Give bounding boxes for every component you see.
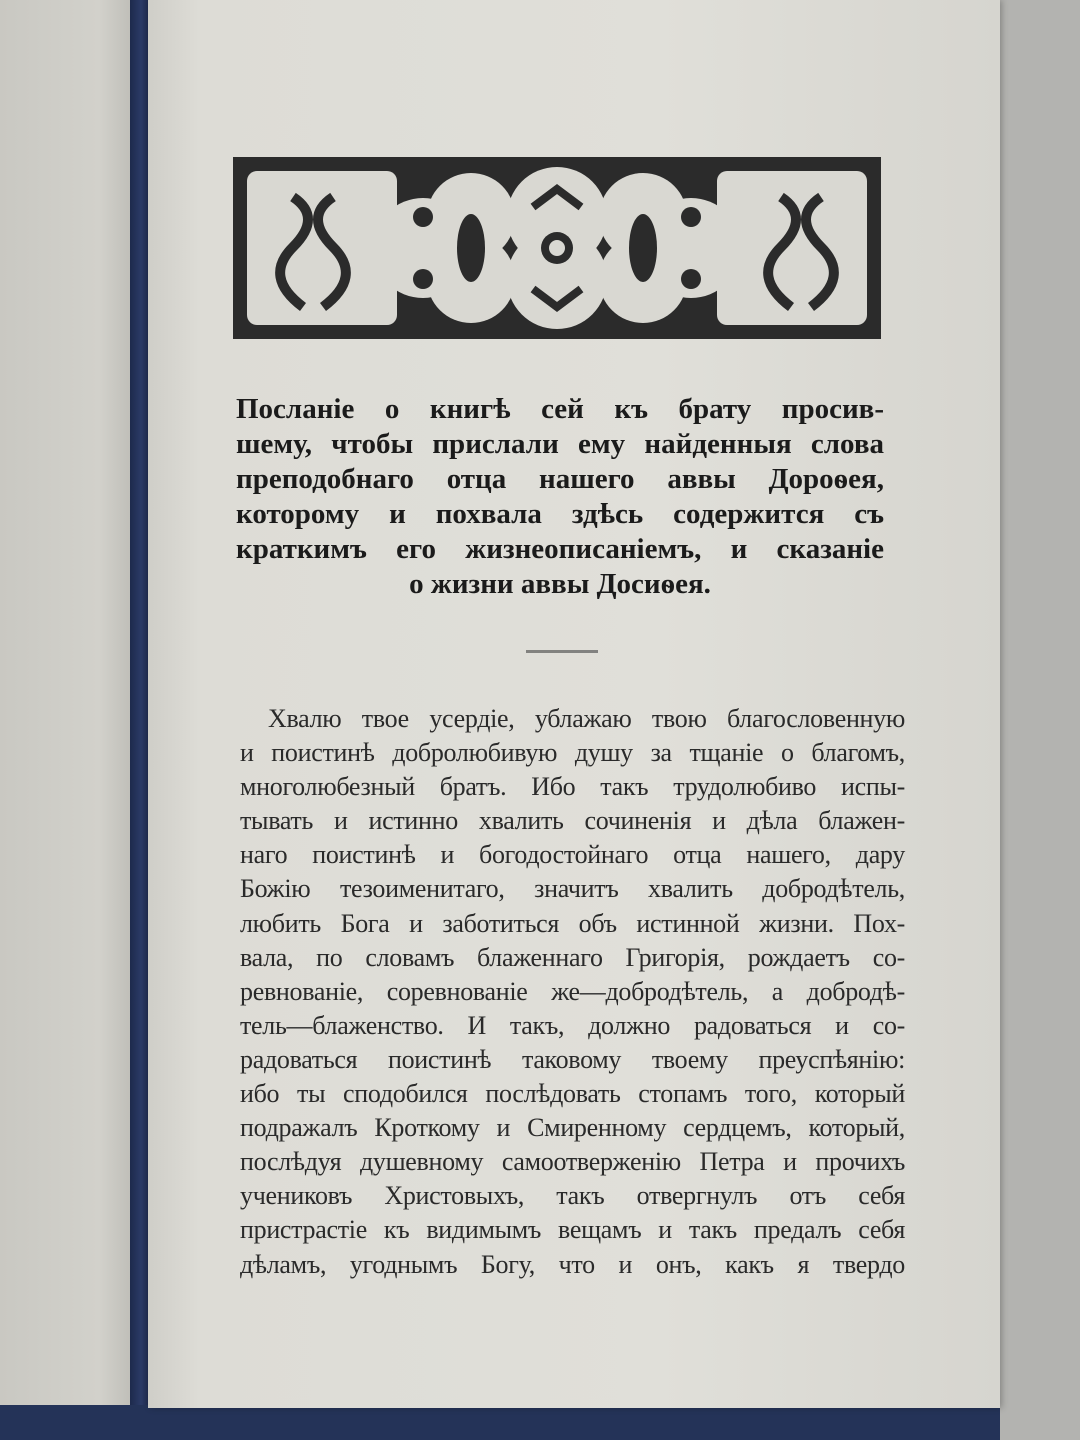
separator-rule	[526, 650, 598, 653]
body-line: любить Бога и заботиться объ истинной жизни. Пох-	[240, 908, 905, 938]
heading-line: Посланіе о книгѣ сей къ брату просив-	[236, 393, 884, 425]
body-line: учениковъ Христовыхъ, такъ отвергнулъ отъ себя	[240, 1181, 905, 1211]
heading-line: которому и похвала здѣсь содержится съ	[236, 498, 884, 530]
body-line: ревнованіе, соревнованіе же—добродѣтель, а добродѣ-	[240, 976, 905, 1006]
epistle-heading	[236, 392, 884, 602]
body-line: и поистинѣ добролюбивую душу за тщаніе о благомъ,	[240, 738, 905, 768]
book-cover-bottom	[0, 1405, 1080, 1440]
body-line: ибо ты сподобился послѣдовать стопамъ того, который	[240, 1079, 905, 1109]
body-line: тывать и истинно хвалить сочиненія и дѣла блажен-	[240, 806, 905, 836]
heading-line: преподобнаго отца нашего аввы Дороѳея,	[236, 463, 884, 495]
heading-line: шему, чтобы прислали ему найденныя слова	[236, 428, 884, 460]
body-line: Божію тезоименитаго, значитъ хвалить добродѣтель,	[240, 874, 905, 904]
body-paragraph	[240, 702, 905, 1282]
body-line: наго поистинѣ и богодостойнаго отца нашего, дару	[240, 840, 905, 870]
body-line: пристрастіе къ видимымъ вещамъ и такъ предалъ себя	[240, 1215, 905, 1245]
body-line: вала, по словамъ блаженнаго Григорія, рождаетъ со-	[240, 942, 905, 972]
ornamental-headpiece	[233, 157, 881, 339]
body-line: подражалъ Кроткому и Смиренному сердцемъ, который,	[240, 1113, 905, 1143]
ornament-graphic	[233, 157, 881, 339]
body-line: многолюбезный братъ. Ибо такъ трудолюбиво испы-	[240, 772, 905, 802]
body-line: Хвалю твое усердіе, ублажаю твою благословенную	[268, 704, 905, 733]
body-line: дѣламъ, угоднымъ Богу, что и онъ, какъ я твердо	[240, 1249, 905, 1279]
body-line: послѣдуя душевному самоотверженію Петра и прочихъ	[240, 1147, 905, 1177]
table-surface	[1000, 0, 1080, 1440]
body-line: тель—блаженство. И такъ, должно радоваться и со-	[240, 1010, 905, 1040]
heading-line: краткимъ его жизнеописаніемъ, и сказаніе	[236, 533, 884, 565]
heading-line: о жизни аввы Досиѳея.	[409, 568, 711, 600]
body-line: радоваться поистинѣ таковому твоему преуспѣянію:	[240, 1044, 905, 1074]
left-page-edge	[0, 0, 142, 1440]
